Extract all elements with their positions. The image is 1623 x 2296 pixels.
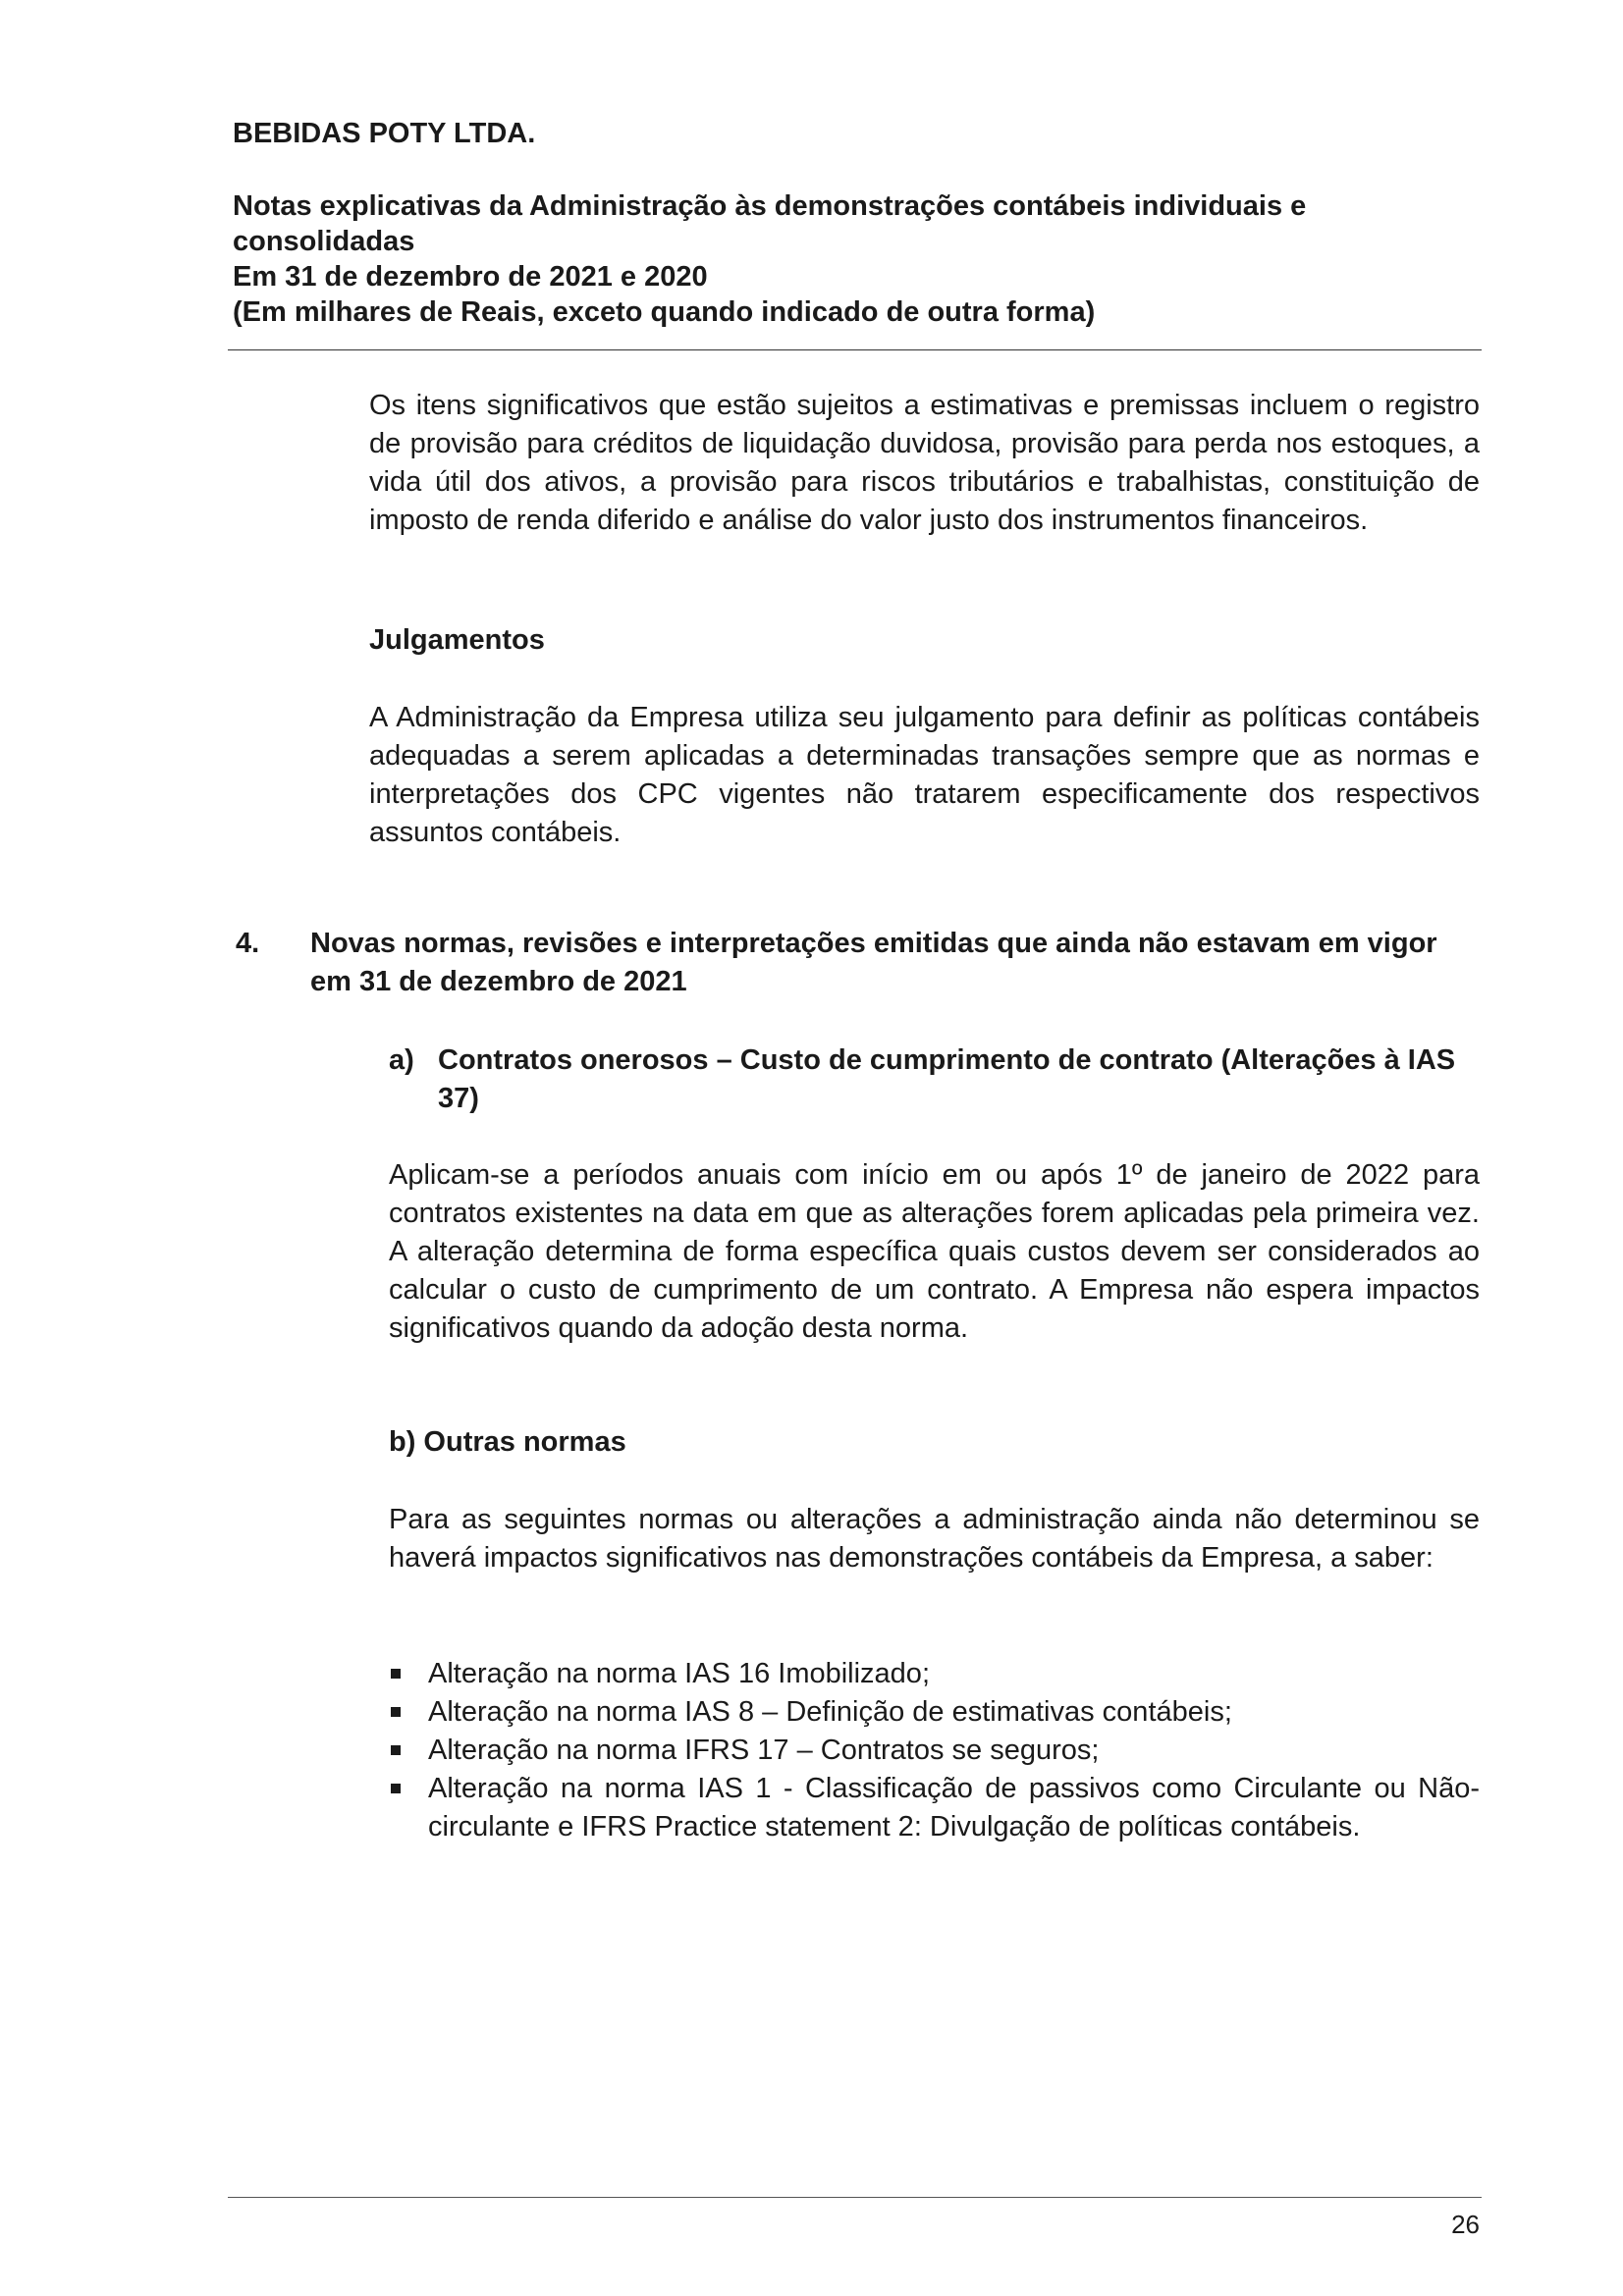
- list-item-text: Alteração na norma IAS 8 – Definição de estimativas contábeis;: [428, 1696, 1232, 1728]
- subsection-a-label: a): [389, 1044, 414, 1076]
- square-bullet-icon: [391, 1707, 401, 1717]
- judgments-heading: Julgamentos: [369, 624, 545, 656]
- list-item-text: Alteração na norma IAS 1 - Classificação de passivos como Circulante ou Não-circulante e IFRS Practice statement 2: Divulgação de políticas contábeis.: [428, 1773, 1480, 1842]
- estimates-paragraph: Os itens significativos que estão sujeitos a estimativas e premissas incluem o registro de provisão para créditos de liquidação duvidosa, provisão para perda nos estoques, a vida útil dos ativos, a provisão para riscos tributários e trabalhistas, constituição de imposto de renda diferido e análise do valor justo dos instrumentos financeiros.: [369, 390, 1480, 536]
- square-bullet-icon: [391, 1669, 401, 1679]
- list-item: [389, 1732, 1480, 1770]
- document-date: Em 31 de dezembro de 2021 e 2020: [233, 261, 708, 293]
- page-number: 26: [1451, 2210, 1480, 2239]
- company-name: BEBIDAS POTY LTDA.: [233, 118, 536, 149]
- page-header: [233, 116, 1480, 330]
- subsection-b-heading: b) Outras normas: [389, 1426, 626, 1458]
- subsection-a-title: Contratos onerosos – Custo de cumprimento de contrato (Alterações à IAS 37): [438, 1044, 1456, 1114]
- document-title-line1: Notas explicativas da Administração às demonstrações contábeis individuais e: [233, 190, 1307, 222]
- standards-list: [389, 1655, 1480, 1846]
- list-item: [389, 1770, 1480, 1846]
- document-title-line2: consolidadas: [233, 226, 415, 257]
- square-bullet-icon: [391, 1784, 401, 1793]
- document-units: (Em milhares de Reais, exceto quando indicado de outra forma): [233, 296, 1096, 328]
- square-bullet-icon: [391, 1745, 401, 1755]
- subsection-b-paragraph: Para as seguintes normas ou alterações a administração ainda não determinou se haverá impactos significativos nas demonstrações contábeis da Empresa, a saber:: [389, 1504, 1480, 1574]
- section-title: Novas normas, revisões e interpretações emitidas que ainda não estavam em vigor em 31 de dezembro de 2021: [310, 928, 1437, 997]
- subsection-a-paragraph: Aplicam-se a períodos anuais com início em ou após 1º de janeiro de 2022 para contratos existentes na data em que as alterações forem aplicadas pela primeira vez. A alteração determina de forma específica quais custos devem ser considerados ao calcular o custo de cumprimento de um contrato. A Empresa não espera impactos significativos quando da adoção desta norma.: [389, 1159, 1480, 1344]
- list-item-text: Alteração na norma IAS 16 Imobilizado;: [428, 1658, 930, 1689]
- list-item: [389, 1655, 1480, 1693]
- section-number: 4.: [236, 928, 260, 959]
- list-item: [389, 1693, 1480, 1732]
- header-divider: [228, 349, 1482, 350]
- judgments-paragraph: A Administração da Empresa utiliza seu julgamento para definir as políticas contábeis adequadas a serem aplicadas a determinadas transações sempre que as normas e interpretações dos CPC vigentes não tratarem especificamente dos respectivos assuntos contábeis.: [369, 702, 1480, 848]
- list-item-text: Alteração na norma IFRS 17 – Contratos se seguros;: [428, 1735, 1100, 1766]
- footer-divider: [228, 2197, 1482, 2198]
